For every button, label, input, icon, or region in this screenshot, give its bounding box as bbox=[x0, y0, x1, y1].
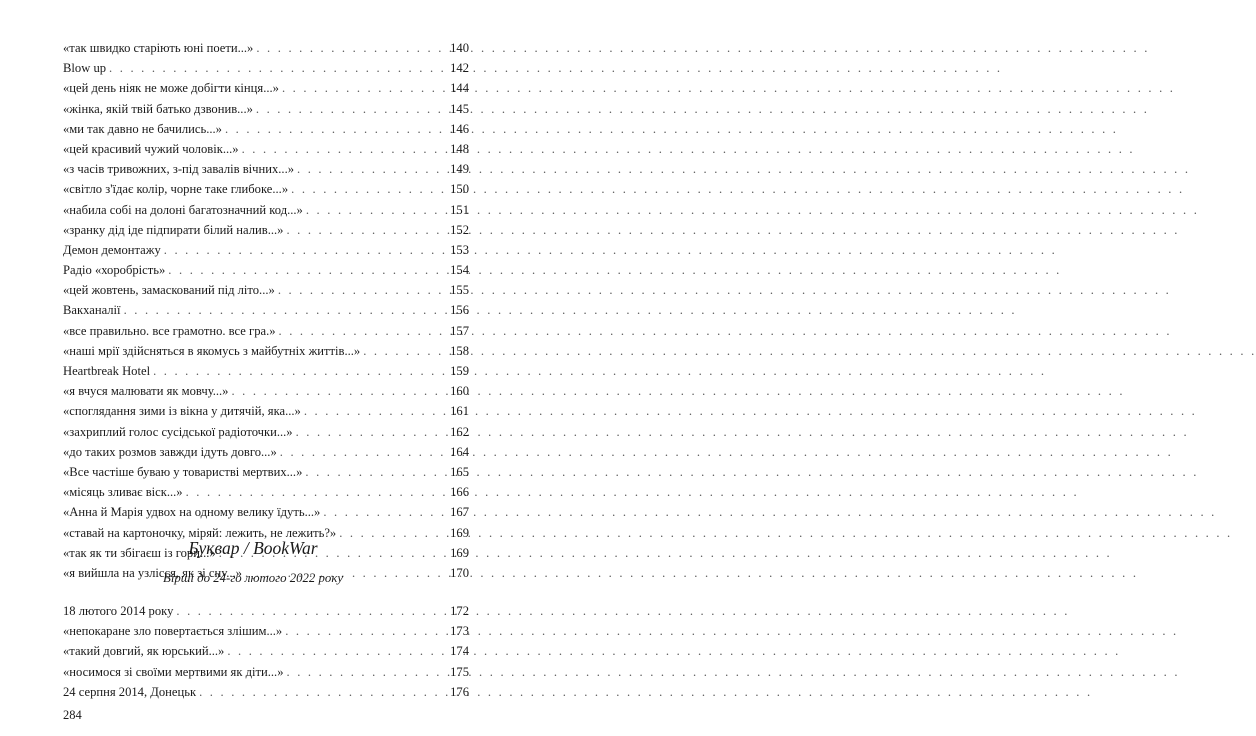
toc-entry-page: 164 bbox=[450, 444, 469, 459]
dot-leader bbox=[225, 119, 447, 139]
dot-leader bbox=[109, 58, 447, 78]
toc-entry-page: 169 bbox=[450, 525, 469, 540]
toc-entry-title: «до таких розмов завжди ідуть довго...» bbox=[63, 444, 277, 459]
dot-leader bbox=[286, 220, 447, 240]
dot-leader bbox=[168, 260, 447, 280]
toc-entry-title: «ставай на картоночку, міряй: лежить, не лежить?» bbox=[63, 525, 337, 540]
dot-leader bbox=[296, 422, 448, 442]
dot-leader bbox=[285, 621, 447, 641]
toc-entry bbox=[63, 159, 469, 179]
toc-entry-page: 153 bbox=[450, 242, 469, 257]
toc-entry-page: 159 bbox=[450, 364, 469, 378]
toc-entry-page: 169 bbox=[450, 545, 469, 560]
toc-entry-title: «цей жовтень, замаскований під літо...» bbox=[63, 283, 275, 298]
toc-entry-page: 161 bbox=[450, 404, 469, 419]
toc-entry bbox=[63, 179, 469, 199]
toc-entry-page: 176 bbox=[450, 684, 469, 699]
toc-entry-title: «все правильно. все грамотно. все гра.» bbox=[63, 323, 276, 338]
toc-entry bbox=[63, 422, 469, 442]
toc-entry bbox=[63, 462, 469, 482]
toc-entry-title: Вакханалії bbox=[63, 303, 121, 318]
dot-leader bbox=[305, 462, 447, 482]
toc-entry-title: «ми так давно не бачились...» bbox=[63, 121, 222, 136]
dot-leader bbox=[278, 280, 447, 300]
toc-entry-page: 155 bbox=[450, 283, 469, 298]
toc-entry bbox=[63, 482, 469, 502]
toc-entry-page: 156 bbox=[450, 303, 469, 318]
dot-leader bbox=[153, 361, 447, 381]
section-subtitle: Вірші до 24-го лютого 2022 року bbox=[163, 571, 343, 585]
toc-entry-title: «набила собі на долоні багатозначний код...» bbox=[63, 202, 303, 217]
toc-entry-page: 166 bbox=[450, 485, 469, 500]
toc-entry bbox=[63, 682, 469, 702]
dot-leader bbox=[323, 502, 447, 522]
toc-entry-page: 165 bbox=[450, 464, 469, 479]
dot-leader bbox=[363, 341, 447, 361]
book-page bbox=[0, 0, 506, 736]
toc-entry bbox=[63, 341, 469, 361]
toc-entry-page: 162 bbox=[450, 424, 469, 439]
toc-entry-title: 18 лютого 2014 року bbox=[63, 604, 174, 618]
toc-entry-title: «Анна й Марія удвох на одному велику їдуть...» bbox=[63, 505, 321, 520]
toc-entry bbox=[63, 58, 469, 78]
toc-entry-title: «цей день ніяк не може добігти кінця...» bbox=[63, 81, 279, 96]
toc-entry bbox=[63, 200, 469, 220]
table-of-contents-top bbox=[63, 38, 469, 583]
dot-leader bbox=[186, 482, 448, 502]
dot-leader bbox=[306, 200, 447, 220]
toc-entry-title: «носимося зі своїми мертвими як діти...» bbox=[63, 664, 284, 679]
dot-leader bbox=[280, 442, 447, 462]
toc-entry bbox=[63, 321, 469, 341]
dot-leader bbox=[279, 321, 448, 341]
toc-entry-page: 148 bbox=[450, 141, 469, 156]
toc-entry-page: 149 bbox=[450, 162, 469, 177]
dot-leader bbox=[199, 682, 447, 702]
toc-entry-page: 144 bbox=[450, 81, 469, 96]
toc-entry bbox=[63, 300, 469, 320]
toc-entry bbox=[63, 99, 469, 119]
toc-entry-title: «я вийшла на узлісся, як зі сну...» bbox=[63, 565, 242, 580]
toc-entry-title: Демон демонтажу bbox=[63, 242, 161, 257]
dot-leader bbox=[304, 401, 447, 421]
toc-entry-title: «так як ти збігаєш із гори...» bbox=[63, 545, 216, 560]
toc-entry bbox=[63, 401, 469, 421]
dot-leader bbox=[282, 78, 447, 98]
toc-entry bbox=[63, 78, 469, 98]
toc-entry-title: «я вчуся малювати як мовчу...» bbox=[63, 384, 229, 399]
toc-entry-title: «наші мрії здійсняться в якомусь з майбутніх життів...» bbox=[63, 343, 361, 358]
dot-leader bbox=[231, 381, 447, 401]
toc-entry-title: «цей красивий чужий чоловік...» bbox=[63, 141, 239, 156]
dot-leader bbox=[242, 139, 448, 159]
toc-entry-page: 175 bbox=[450, 664, 469, 679]
toc-entry bbox=[63, 662, 469, 682]
dot-leader bbox=[291, 179, 447, 199]
toc-entry-title: Радіо «хоробрість» bbox=[63, 263, 166, 278]
dot-leader bbox=[176, 601, 447, 621]
dot-leader bbox=[124, 300, 448, 320]
toc-entry-page: 152 bbox=[450, 222, 469, 237]
dot-leader bbox=[297, 159, 447, 179]
toc-entry-title: «зранку дід іде підпирати білий налив...» bbox=[63, 222, 284, 237]
toc-entry-title: «місяць зливає віск...» bbox=[63, 485, 183, 500]
toc-entry-page: 146 bbox=[450, 121, 469, 136]
toc-entry-page: 173 bbox=[450, 624, 469, 639]
toc-entry-title: Blow up bbox=[63, 61, 107, 76]
toc-entry-title: «такий довгий, як юрський...» bbox=[63, 644, 225, 659]
toc-entry bbox=[63, 119, 469, 139]
dot-leader bbox=[256, 38, 447, 58]
toc-entry-title: 24 серпня 2014, Донецьк bbox=[63, 684, 197, 699]
toc-entry-page: 140 bbox=[450, 41, 469, 55]
section-title: Буквар / BookWar bbox=[188, 538, 318, 558]
toc-entry-title: «непокаране зло повертається злішим...» bbox=[63, 624, 283, 639]
page-number: 284 bbox=[63, 708, 82, 722]
toc-entry bbox=[63, 381, 469, 401]
toc-entry bbox=[63, 361, 469, 381]
toc-entry-page: 172 bbox=[450, 604, 469, 618]
toc-entry bbox=[63, 502, 469, 522]
toc-entry bbox=[63, 139, 469, 159]
toc-entry-title: «захриплий голос сусідської радіоточки...» bbox=[63, 424, 293, 439]
toc-entry-page: 170 bbox=[450, 565, 469, 580]
toc-entry bbox=[63, 641, 469, 661]
toc-entry-page: 160 bbox=[450, 384, 469, 399]
toc-entry-title: «світло з'їдає колір, чорне таке глибоке...» bbox=[63, 182, 289, 197]
toc-entry-page: 154 bbox=[450, 263, 469, 278]
toc-entry-title: «жінка, якій твій батько дзвонив...» bbox=[63, 101, 253, 116]
toc-entry bbox=[63, 621, 469, 641]
toc-entry-page: 167 bbox=[450, 505, 469, 520]
toc-entry-title: «Все частіше буваю у товаристві мертвих...» bbox=[63, 464, 303, 479]
toc-entry-page: 145 bbox=[450, 101, 469, 116]
table-of-contents-bottom bbox=[63, 601, 469, 702]
toc-entry bbox=[63, 442, 469, 462]
toc-entry-title: «споглядання зими із вікна у дитячій, яка...» bbox=[63, 404, 301, 419]
toc-entry bbox=[63, 601, 469, 621]
toc-entry-title: «так швидко старіють юні поети...» bbox=[63, 41, 254, 55]
toc-entry-page: 157 bbox=[450, 323, 469, 338]
dot-leader bbox=[256, 99, 447, 119]
toc-entry bbox=[63, 260, 469, 280]
toc-entry bbox=[63, 280, 469, 300]
toc-entry bbox=[63, 38, 469, 58]
toc-entry-page: 174 bbox=[450, 644, 469, 659]
toc-entry-title: Heartbreak Hotel bbox=[63, 364, 151, 378]
toc-entry-page: 151 bbox=[450, 202, 469, 217]
toc-entry bbox=[63, 240, 469, 260]
dot-leader bbox=[164, 240, 447, 260]
toc-entry bbox=[63, 220, 469, 240]
toc-entry-page: 158 bbox=[450, 343, 469, 358]
dot-leader bbox=[227, 641, 447, 661]
dot-leader bbox=[287, 662, 448, 682]
toc-entry-title: «з часів тривожних, з-під завалів вічних...» bbox=[63, 162, 295, 177]
toc-entry-page: 142 bbox=[450, 61, 469, 76]
toc-entry-page: 150 bbox=[450, 182, 469, 197]
